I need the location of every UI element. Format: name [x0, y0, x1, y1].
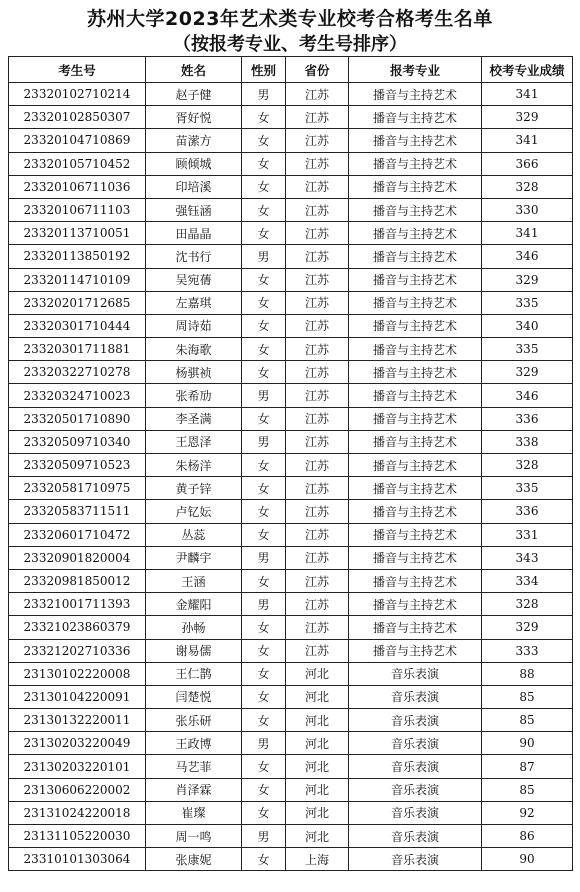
cell-gender: 女 [242, 709, 286, 732]
cell-major: 音乐表演 [349, 685, 482, 708]
cell-candidate-no: 23321202710336 [9, 639, 146, 662]
cell-major: 播音与主持艺术 [349, 477, 482, 500]
cell-major: 播音与主持艺术 [349, 106, 482, 129]
table-row [9, 546, 573, 569]
cell-province: 江苏 [286, 430, 349, 453]
cell-major: 播音与主持艺术 [349, 500, 482, 523]
cell-major: 播音与主持艺术 [349, 616, 482, 639]
cell-major: 音乐表演 [349, 778, 482, 801]
cell-candidate-no: 23320322710278 [9, 361, 146, 384]
cell-score: 346 [482, 245, 573, 268]
cell-province: 江苏 [286, 106, 349, 129]
cell-candidate-no: 23131105220030 [9, 825, 146, 848]
cell-candidate-no: 23320106711103 [9, 198, 146, 221]
table-row [9, 454, 573, 477]
cell-gender: 女 [242, 523, 286, 546]
cell-gender: 男 [242, 430, 286, 453]
cell-score: 336 [482, 407, 573, 430]
table-body [9, 83, 573, 871]
header-gender: 性别 [242, 57, 286, 83]
cell-gender: 女 [242, 848, 286, 871]
cell-score: 85 [482, 685, 573, 708]
cell-province: 江苏 [286, 245, 349, 268]
cell-candidate-no: 23320901820004 [9, 546, 146, 569]
cell-name: 周一鸣 [146, 825, 242, 848]
cell-province: 河北 [286, 709, 349, 732]
table-row [9, 222, 573, 245]
cell-name: 朱海歌 [146, 338, 242, 361]
header-province: 省份 [286, 57, 349, 83]
cell-major: 音乐表演 [349, 848, 482, 871]
cell-score: 85 [482, 709, 573, 732]
table-row [9, 268, 573, 291]
cell-province: 河北 [286, 801, 349, 824]
document-title: 苏州大学2023年艺术类专业校考合格考生名单 [87, 8, 493, 30]
cell-gender: 女 [242, 454, 286, 477]
table-row [9, 825, 573, 848]
cell-major: 播音与主持艺术 [349, 83, 482, 106]
table-row [9, 732, 573, 755]
table-row [9, 685, 573, 708]
cell-name: 尹麟宇 [146, 546, 242, 569]
cell-province: 河北 [286, 662, 349, 685]
cell-gender: 女 [242, 616, 286, 639]
cell-name: 朱杨洋 [146, 454, 242, 477]
table-row [9, 523, 573, 546]
cell-name: 崔璨 [146, 801, 242, 824]
cell-score: 329 [482, 268, 573, 291]
cell-gender: 女 [242, 268, 286, 291]
cell-score: 338 [482, 430, 573, 453]
table-header-row [9, 57, 573, 83]
cell-province: 江苏 [286, 291, 349, 314]
cell-name: 王恩泽 [146, 430, 242, 453]
cell-name: 张希劢 [146, 384, 242, 407]
cell-name: 王政博 [146, 732, 242, 755]
cell-candidate-no: 23321001711393 [9, 593, 146, 616]
table-row [9, 291, 573, 314]
cell-candidate-no: 23320106711036 [9, 175, 146, 198]
cell-province: 江苏 [286, 198, 349, 221]
cell-name: 金耀阳 [146, 593, 242, 616]
cell-province: 江苏 [286, 152, 349, 175]
cell-major: 播音与主持艺术 [349, 546, 482, 569]
cell-name: 卢钇妘 [146, 500, 242, 523]
cell-name: 张康妮 [146, 848, 242, 871]
cell-province: 江苏 [286, 268, 349, 291]
cell-name: 王仁鹊 [146, 662, 242, 685]
cell-score: 90 [482, 848, 573, 871]
cell-major: 播音与主持艺术 [349, 430, 482, 453]
cell-province: 江苏 [286, 546, 349, 569]
table-row [9, 801, 573, 824]
cell-province: 江苏 [286, 361, 349, 384]
cell-candidate-no: 23320102710214 [9, 83, 146, 106]
cell-score: 341 [482, 83, 573, 106]
table-row [9, 407, 573, 430]
cell-major: 播音与主持艺术 [349, 407, 482, 430]
cell-score: 328 [482, 454, 573, 477]
table-row [9, 848, 573, 871]
cell-gender: 男 [242, 593, 286, 616]
table-row [9, 384, 573, 407]
cell-candidate-no: 23130104220091 [9, 685, 146, 708]
cell-major: 播音与主持艺术 [349, 245, 482, 268]
cell-major: 播音与主持艺术 [349, 639, 482, 662]
cell-score: 85 [482, 778, 573, 801]
table-row [9, 245, 573, 268]
cell-major: 音乐表演 [349, 825, 482, 848]
header-score: 校考专业成绩 [482, 57, 573, 83]
cell-province: 江苏 [286, 523, 349, 546]
cell-name: 田晶晶 [146, 222, 242, 245]
cell-name: 李圣满 [146, 407, 242, 430]
cell-candidate-no: 23130102220008 [9, 662, 146, 685]
cell-score: 87 [482, 755, 573, 778]
header-major: 报考专业 [349, 57, 482, 83]
cell-name: 苗潆方 [146, 129, 242, 152]
cell-score: 86 [482, 825, 573, 848]
cell-name: 周诗茹 [146, 314, 242, 337]
cell-province: 河北 [286, 778, 349, 801]
cell-gender: 男 [242, 384, 286, 407]
cell-gender: 女 [242, 569, 286, 592]
table-row [9, 152, 573, 175]
cell-gender: 女 [242, 685, 286, 708]
cell-gender: 女 [242, 755, 286, 778]
cell-score: 329 [482, 106, 573, 129]
cell-province: 江苏 [286, 338, 349, 361]
cell-score: 328 [482, 593, 573, 616]
cell-score: 341 [482, 129, 573, 152]
table-row [9, 361, 573, 384]
cell-candidate-no: 23130132220011 [9, 709, 146, 732]
cell-score: 88 [482, 662, 573, 685]
cell-candidate-no: 23321023860379 [9, 616, 146, 639]
cell-province: 江苏 [286, 314, 349, 337]
cell-candidate-no: 23320509710523 [9, 454, 146, 477]
cell-name: 胥好悦 [146, 106, 242, 129]
cell-name: 张乐研 [146, 709, 242, 732]
cell-major: 播音与主持艺术 [349, 291, 482, 314]
cell-candidate-no: 23320201712685 [9, 291, 146, 314]
table-row [9, 569, 573, 592]
cell-province: 江苏 [286, 129, 349, 152]
cell-gender: 女 [242, 639, 286, 662]
cell-candidate-no: 23320583711511 [9, 500, 146, 523]
cell-major: 音乐表演 [349, 801, 482, 824]
cell-major: 播音与主持艺术 [349, 152, 482, 175]
table-row [9, 709, 573, 732]
cell-score: 92 [482, 801, 573, 824]
table-row [9, 129, 573, 152]
cell-name: 孙畅 [146, 616, 242, 639]
cell-gender: 男 [242, 546, 286, 569]
table-row [9, 83, 573, 106]
cell-gender: 女 [242, 175, 286, 198]
cell-candidate-no: 23320324710023 [9, 384, 146, 407]
cell-province: 江苏 [286, 593, 349, 616]
cell-major: 播音与主持艺术 [349, 338, 482, 361]
table-row [9, 616, 573, 639]
header-candidate-no: 考生号 [9, 57, 146, 83]
cell-gender: 男 [242, 732, 286, 755]
cell-name: 马艺菲 [146, 755, 242, 778]
cell-major: 播音与主持艺术 [349, 175, 482, 198]
table-row [9, 175, 573, 198]
cell-province: 河北 [286, 755, 349, 778]
cell-major: 播音与主持艺术 [349, 314, 482, 337]
cell-gender: 女 [242, 338, 286, 361]
cell-name: 王涵 [146, 569, 242, 592]
cell-gender: 女 [242, 477, 286, 500]
cell-gender: 男 [242, 83, 286, 106]
cell-major: 播音与主持艺术 [349, 523, 482, 546]
cell-score: 335 [482, 291, 573, 314]
cell-score: 346 [482, 384, 573, 407]
cell-score: 335 [482, 477, 573, 500]
cell-candidate-no: 23131024220018 [9, 801, 146, 824]
cell-name: 丛蕊 [146, 523, 242, 546]
table-row [9, 198, 573, 221]
cell-name: 顾倾城 [146, 152, 242, 175]
cell-name: 强钰涵 [146, 198, 242, 221]
table-row [9, 755, 573, 778]
cell-major: 播音与主持艺术 [349, 198, 482, 221]
cell-province: 江苏 [286, 500, 349, 523]
cell-province: 河北 [286, 732, 349, 755]
cell-score: 90 [482, 732, 573, 755]
cell-gender: 女 [242, 222, 286, 245]
table-row [9, 430, 573, 453]
cell-province: 江苏 [286, 407, 349, 430]
cell-gender: 女 [242, 314, 286, 337]
cell-province: 江苏 [286, 616, 349, 639]
cell-gender: 女 [242, 129, 286, 152]
cell-score: 334 [482, 569, 573, 592]
cell-candidate-no: 23320581710975 [9, 477, 146, 500]
cell-major: 播音与主持艺术 [349, 454, 482, 477]
cell-major: 音乐表演 [349, 755, 482, 778]
cell-candidate-no: 23320301710444 [9, 314, 146, 337]
cell-candidate-no: 23320102850307 [9, 106, 146, 129]
table-row [9, 314, 573, 337]
cell-score: 341 [482, 222, 573, 245]
table-row [9, 639, 573, 662]
cell-candidate-no: 23320105710452 [9, 152, 146, 175]
table-row [9, 477, 573, 500]
cell-score: 329 [482, 361, 573, 384]
cell-name: 赵子健 [146, 83, 242, 106]
cell-name: 肖泽霖 [146, 778, 242, 801]
cell-province: 江苏 [286, 384, 349, 407]
table-row [9, 338, 573, 361]
cell-score: 329 [482, 616, 573, 639]
cell-score: 335 [482, 338, 573, 361]
cell-gender: 男 [242, 825, 286, 848]
cell-candidate-no: 23130203220101 [9, 755, 146, 778]
cell-candidate-no: 23320501710890 [9, 407, 146, 430]
cell-gender: 女 [242, 662, 286, 685]
cell-score: 366 [482, 152, 573, 175]
cell-candidate-no: 23320509710340 [9, 430, 146, 453]
cell-province: 江苏 [286, 569, 349, 592]
cell-major: 播音与主持艺术 [349, 129, 482, 152]
table-row [9, 593, 573, 616]
cell-score: 328 [482, 175, 573, 198]
cell-score: 343 [482, 546, 573, 569]
cell-province: 江苏 [286, 454, 349, 477]
document-subtitle: （按报考专业、考生号排序） [173, 34, 407, 55]
cell-name: 谢易儒 [146, 639, 242, 662]
table-row [9, 662, 573, 685]
cell-major: 音乐表演 [349, 732, 482, 755]
cell-candidate-no: 23320601710472 [9, 523, 146, 546]
cell-gender: 女 [242, 801, 286, 824]
table-row [9, 106, 573, 129]
cell-province: 江苏 [286, 175, 349, 198]
cell-name: 杨骐祯 [146, 361, 242, 384]
cell-candidate-no: 23130203220049 [9, 732, 146, 755]
cell-candidate-no: 23320981850012 [9, 569, 146, 592]
cell-major: 播音与主持艺术 [349, 361, 482, 384]
cell-major: 播音与主持艺术 [349, 268, 482, 291]
table-row [9, 500, 573, 523]
cell-gender: 女 [242, 407, 286, 430]
cell-gender: 女 [242, 500, 286, 523]
cell-province: 河北 [286, 685, 349, 708]
cell-province: 江苏 [286, 222, 349, 245]
cell-candidate-no: 23320114710109 [9, 268, 146, 291]
cell-score: 331 [482, 523, 573, 546]
cell-major: 音乐表演 [349, 662, 482, 685]
header-name: 姓名 [146, 57, 242, 83]
cell-gender: 女 [242, 198, 286, 221]
cell-gender: 女 [242, 291, 286, 314]
cell-name: 印培溪 [146, 175, 242, 198]
cell-candidate-no: 23320104710869 [9, 129, 146, 152]
cell-gender: 女 [242, 778, 286, 801]
cell-name: 沈书行 [146, 245, 242, 268]
cell-gender: 男 [242, 245, 286, 268]
cell-province: 江苏 [286, 639, 349, 662]
cell-major: 播音与主持艺术 [349, 384, 482, 407]
cell-candidate-no: 23320113710051 [9, 222, 146, 245]
cell-candidate-no: 23320113850192 [9, 245, 146, 268]
cell-province: 江苏 [286, 477, 349, 500]
cell-name: 闫楚悦 [146, 685, 242, 708]
cell-score: 336 [482, 500, 573, 523]
table-row [9, 778, 573, 801]
cell-province: 上海 [286, 848, 349, 871]
cell-candidate-no: 23320301711881 [9, 338, 146, 361]
cell-major: 音乐表演 [349, 709, 482, 732]
candidate-table [8, 56, 573, 871]
cell-name: 吴宛蒨 [146, 268, 242, 291]
cell-major: 播音与主持艺术 [349, 569, 482, 592]
cell-gender: 女 [242, 106, 286, 129]
cell-province: 江苏 [286, 83, 349, 106]
cell-major: 播音与主持艺术 [349, 222, 482, 245]
cell-gender: 女 [242, 152, 286, 175]
cell-name: 黄子锌 [146, 477, 242, 500]
cell-province: 河北 [286, 825, 349, 848]
cell-score: 330 [482, 198, 573, 221]
cell-name: 左嘉琪 [146, 291, 242, 314]
cell-major: 播音与主持艺术 [349, 593, 482, 616]
cell-candidate-no: 23310101303064 [9, 848, 146, 871]
cell-score: 333 [482, 639, 573, 662]
cell-candidate-no: 23130606220002 [9, 778, 146, 801]
cell-score: 340 [482, 314, 573, 337]
cell-gender: 女 [242, 361, 286, 384]
